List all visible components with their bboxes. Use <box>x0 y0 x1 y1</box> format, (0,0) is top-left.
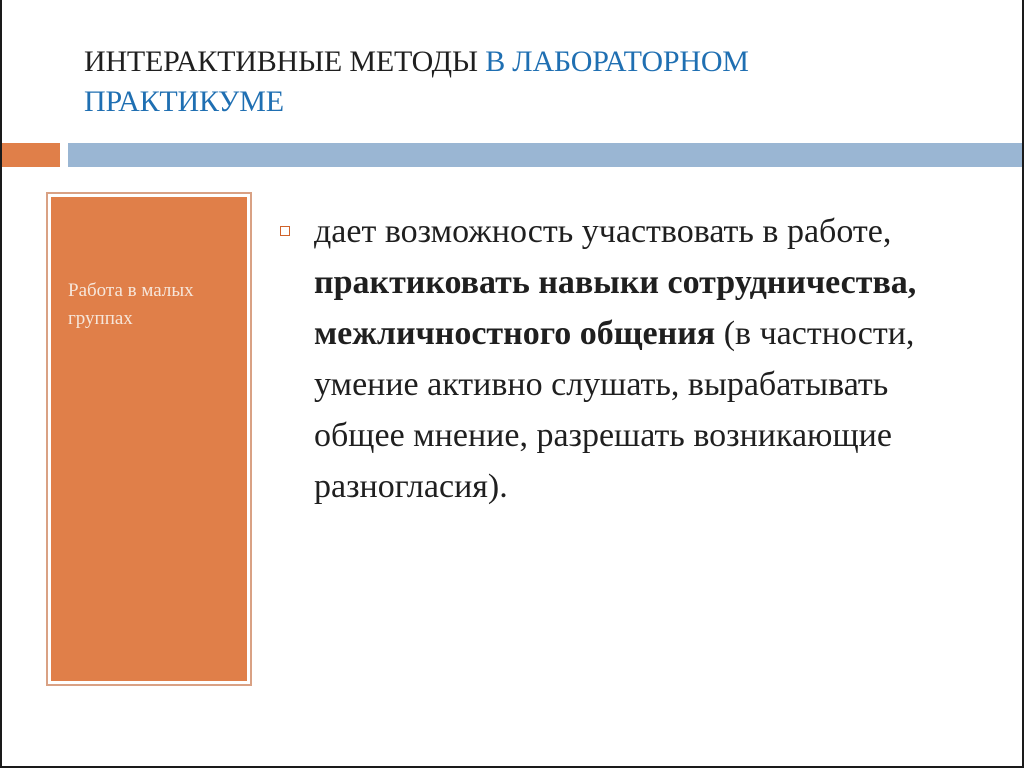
title-part-1: ИНТЕРАКТИВНЫЕ МЕТОДЫ <box>84 45 486 78</box>
side-panel-fill <box>51 197 247 681</box>
bullet-text-bold: практиковать навыки сотрудничества, межличностного общения <box>314 264 917 352</box>
bullet-text <box>314 206 954 512</box>
side-panel <box>46 192 252 686</box>
blue-accent-bar <box>68 143 1024 167</box>
orange-accent-bar <box>2 143 60 167</box>
bullet-text-tail: (в частности, умение активно слушать, вырабатывать общее мнение, разрешать возникающие разногласия). <box>314 315 915 505</box>
bullet-text-lead: дает возможность участвовать в работе, <box>314 213 892 250</box>
title-part-2: В ЛАБОРАТОРНОМ ПРАКТИКУМЕ <box>84 45 749 118</box>
slide-title <box>84 42 944 122</box>
hollow-square-bullet-icon <box>280 226 290 236</box>
side-panel-label: Работа в малых группах <box>68 280 194 329</box>
